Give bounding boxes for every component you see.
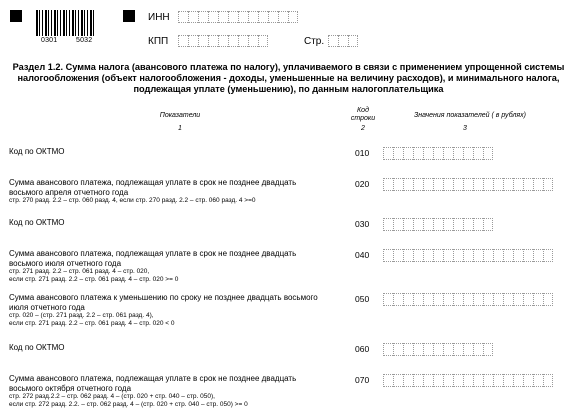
- input-cell[interactable]: [433, 374, 443, 387]
- input-cell[interactable]: [483, 147, 493, 160]
- col-header-line-code: Код строки: [350, 107, 376, 122]
- input-cell[interactable]: [523, 178, 533, 191]
- input-cell[interactable]: [543, 374, 553, 387]
- corner-marker-left: [10, 10, 22, 22]
- col-header-num-1: 1: [178, 125, 182, 132]
- input-cell[interactable]: [383, 249, 393, 262]
- input-cell[interactable]: [483, 249, 493, 262]
- inn-label: ИНН: [148, 12, 170, 23]
- page-number-field[interactable]: [328, 35, 358, 47]
- input-cell[interactable]: [413, 293, 423, 306]
- input-cell[interactable]: [533, 374, 543, 387]
- input-cell[interactable]: [443, 147, 453, 160]
- input-cell[interactable]: [543, 178, 553, 191]
- input-cell[interactable]: [393, 343, 403, 356]
- input-cell[interactable]: [413, 178, 423, 191]
- input-cell[interactable]: [328, 35, 338, 47]
- oktmo-field[interactable]: [383, 343, 493, 355]
- input-cell[interactable]: [473, 374, 483, 387]
- row-label-text: Код по ОКТМО: [9, 147, 65, 156]
- input-cell[interactable]: [423, 249, 433, 262]
- input-cell[interactable]: [443, 343, 453, 356]
- line-code: 060: [355, 344, 370, 354]
- input-cell[interactable]: [423, 374, 433, 387]
- input-cell[interactable]: [208, 35, 218, 47]
- row-label-text: Сумма авансового платежа, подлежащая уплате в срок не позднее двадцать восьмого апреля отчетного года: [9, 178, 297, 197]
- page-label: Стр.: [304, 36, 325, 47]
- input-cell[interactable]: [503, 178, 513, 191]
- input-cell[interactable]: [463, 249, 473, 262]
- input-cell[interactable]: [453, 147, 463, 160]
- row-label: [9, 178, 329, 205]
- barcode-number-left: 0301: [41, 37, 58, 44]
- input-cell[interactable]: [433, 249, 443, 262]
- input-cell[interactable]: [453, 178, 463, 191]
- barcode: [36, 10, 94, 36]
- amount-field[interactable]: [383, 178, 553, 190]
- input-cell[interactable]: [483, 293, 493, 306]
- input-cell[interactable]: [463, 218, 473, 231]
- row-label: [9, 374, 329, 409]
- input-cell[interactable]: [198, 11, 208, 23]
- input-cell[interactable]: [238, 11, 248, 23]
- amount-field[interactable]: [383, 249, 553, 261]
- input-cell[interactable]: [413, 249, 423, 262]
- line-code: 020: [355, 179, 370, 189]
- line-code: 030: [355, 219, 370, 229]
- input-cell[interactable]: [453, 218, 463, 231]
- input-cell[interactable]: [463, 374, 473, 387]
- input-cell[interactable]: [383, 178, 393, 191]
- row-label-text: Код по ОКТМО: [9, 218, 65, 227]
- input-cell[interactable]: [443, 293, 453, 306]
- input-cell[interactable]: [433, 178, 443, 191]
- input-cell[interactable]: [383, 343, 393, 356]
- input-cell[interactable]: [513, 249, 523, 262]
- input-cell[interactable]: [513, 293, 523, 306]
- inn-field[interactable]: [178, 11, 298, 23]
- row-formula: стр. 270 разд. 2.2 – стр. 060 разд. 4, если стр. 270 разд. 2.2 – стр. 060 разд. 4 >=0: [9, 197, 256, 204]
- input-cell[interactable]: [188, 35, 198, 47]
- input-cell[interactable]: [453, 374, 463, 387]
- input-cell[interactable]: [453, 293, 463, 306]
- input-cell[interactable]: [348, 35, 358, 47]
- input-cell[interactable]: [178, 11, 188, 23]
- input-cell[interactable]: [268, 11, 278, 23]
- section-title: Раздел 1.2. Сумма налога (авансового платежа по налогу), уплачиваемого в связи с применением упрощенной системы налогообложения (объект налогообложения - доходы, уменьшенные на величину расходов), и минимального налога, подлежащая уплате (уменьшению), по данным налогоплательщика: [12, 62, 565, 94]
- input-cell[interactable]: [383, 293, 393, 306]
- input-cell[interactable]: [483, 218, 493, 231]
- input-cell[interactable]: [393, 147, 403, 160]
- input-cell[interactable]: [493, 249, 503, 262]
- input-cell[interactable]: [248, 35, 258, 47]
- input-cell[interactable]: [403, 249, 413, 262]
- input-cell[interactable]: [423, 178, 433, 191]
- input-cell[interactable]: [383, 147, 393, 160]
- input-cell[interactable]: [413, 374, 423, 387]
- line-code: 070: [355, 375, 370, 385]
- input-cell[interactable]: [503, 293, 513, 306]
- input-cell[interactable]: [523, 293, 533, 306]
- row-formula: стр. 271 разд. 2.2 – стр. 061 разд. 4 – стр. 020, если стр. 271 разд. 2.2 – стр. 061 разд. 4 – стр. 020 >= 0: [9, 268, 179, 283]
- input-cell[interactable]: [433, 147, 443, 160]
- input-cell[interactable]: [543, 293, 553, 306]
- input-cell[interactable]: [523, 249, 533, 262]
- line-code: 050: [355, 294, 370, 304]
- input-cell[interactable]: [413, 218, 423, 231]
- input-cell[interactable]: [483, 178, 493, 191]
- row-label-text: Код по ОКТМО: [9, 343, 65, 352]
- input-cell[interactable]: [228, 35, 238, 47]
- row-label-text: Сумма авансового платежа к уменьшению по сроку не позднее двадцать восьмого июля отчетного года: [9, 293, 318, 312]
- line-code: 040: [355, 250, 370, 260]
- row-label: [9, 249, 329, 284]
- input-cell[interactable]: [443, 178, 453, 191]
- input-cell[interactable]: [483, 374, 493, 387]
- input-cell[interactable]: [473, 249, 483, 262]
- input-cell[interactable]: [258, 35, 268, 47]
- input-cell[interactable]: [473, 218, 483, 231]
- input-cell[interactable]: [503, 249, 513, 262]
- input-cell[interactable]: [393, 178, 403, 191]
- row-formula: стр. 020 – (стр. 271 разд. 2.2 – стр. 061 разд. 4), если стр. 271 разд. 2.2 – стр. 061 разд. 4 – стр. 020 < 0: [9, 312, 175, 327]
- input-cell[interactable]: [463, 293, 473, 306]
- input-cell[interactable]: [383, 218, 393, 231]
- col-header-num-3: 3: [463, 125, 467, 132]
- input-cell[interactable]: [258, 11, 268, 23]
- input-cell[interactable]: [463, 147, 473, 160]
- col-header-num-2: 2: [361, 125, 365, 132]
- input-cell[interactable]: [503, 374, 513, 387]
- input-cell[interactable]: [218, 11, 228, 23]
- input-cell[interactable]: [533, 293, 543, 306]
- col-header-values: Значения показателей ( в рублях): [413, 112, 527, 119]
- input-cell[interactable]: [403, 178, 413, 191]
- input-cell[interactable]: [188, 11, 198, 23]
- input-cell[interactable]: [493, 178, 503, 191]
- input-cell[interactable]: [393, 374, 403, 387]
- kpp-field[interactable]: [178, 35, 268, 47]
- input-cell[interactable]: [473, 147, 483, 160]
- input-cell[interactable]: [423, 343, 433, 356]
- input-cell[interactable]: [403, 374, 413, 387]
- input-cell[interactable]: [238, 35, 248, 47]
- input-cell[interactable]: [463, 178, 473, 191]
- input-cell[interactable]: [208, 11, 218, 23]
- input-cell[interactable]: [423, 218, 433, 231]
- input-cell[interactable]: [433, 293, 443, 306]
- input-cell[interactable]: [473, 343, 483, 356]
- input-cell[interactable]: [493, 293, 503, 306]
- input-cell[interactable]: [393, 249, 403, 262]
- input-cell[interactable]: [393, 293, 403, 306]
- input-cell[interactable]: [433, 343, 443, 356]
- input-cell[interactable]: [523, 374, 533, 387]
- row-label: [9, 343, 329, 353]
- amount-field[interactable]: [383, 293, 553, 305]
- row-label-text: Сумма авансового платежа, подлежащая уплате в срок не позднее двадцать восьмого июля отчетного года: [9, 249, 297, 268]
- input-cell[interactable]: [493, 374, 503, 387]
- oktmo-field[interactable]: [383, 218, 493, 230]
- input-cell[interactable]: [543, 249, 553, 262]
- input-cell[interactable]: [403, 218, 413, 231]
- row-label: [9, 293, 329, 328]
- input-cell[interactable]: [178, 35, 188, 47]
- barcode-number-right: 5032: [76, 37, 93, 44]
- input-cell[interactable]: [413, 147, 423, 160]
- input-cell[interactable]: [533, 178, 543, 191]
- input-cell[interactable]: [483, 343, 493, 356]
- row-formula: стр. 272 разд.2.2 – стр. 062 разд. 4 – (стр. 020 + стр. 040 – стр. 050), если стр. 272 разд. 2.2. – стр. 062 разд. 4 – (стр. 020 + стр. 040 – стр. 050) >= 0: [9, 393, 248, 408]
- input-cell[interactable]: [218, 35, 228, 47]
- input-cell[interactable]: [403, 293, 413, 306]
- input-cell[interactable]: [423, 293, 433, 306]
- corner-marker-right: [123, 10, 135, 22]
- input-cell[interactable]: [383, 374, 393, 387]
- input-cell[interactable]: [473, 293, 483, 306]
- input-cell[interactable]: [433, 218, 443, 231]
- col-header-indicators: Показатели: [159, 112, 201, 119]
- input-cell[interactable]: [278, 11, 288, 23]
- amount-field[interactable]: [383, 374, 553, 386]
- input-cell[interactable]: [443, 249, 453, 262]
- input-cell[interactable]: [228, 11, 238, 23]
- input-cell[interactable]: [413, 343, 423, 356]
- input-cell[interactable]: [403, 343, 413, 356]
- input-cell[interactable]: [423, 147, 433, 160]
- input-cell[interactable]: [473, 178, 483, 191]
- line-code: 010: [355, 148, 370, 158]
- input-cell[interactable]: [463, 343, 473, 356]
- oktmo-field[interactable]: [383, 147, 493, 159]
- input-cell[interactable]: [403, 147, 413, 160]
- input-cell[interactable]: [393, 218, 403, 231]
- input-cell[interactable]: [453, 249, 463, 262]
- input-cell[interactable]: [533, 249, 543, 262]
- row-label: [9, 147, 329, 157]
- kpp-label: КПП: [148, 36, 169, 47]
- input-cell[interactable]: [453, 343, 463, 356]
- input-cell[interactable]: [198, 35, 208, 47]
- input-cell[interactable]: [248, 11, 258, 23]
- input-cell[interactable]: [443, 218, 453, 231]
- input-cell[interactable]: [288, 11, 298, 23]
- input-cell[interactable]: [513, 374, 523, 387]
- input-cell[interactable]: [513, 178, 523, 191]
- row-label-text: Сумма авансового платежа, подлежащая уплате в срок не позднее двадцать восьмого октября отчетного года: [9, 374, 297, 393]
- row-label: [9, 218, 329, 228]
- input-cell[interactable]: [443, 374, 453, 387]
- input-cell[interactable]: [338, 35, 348, 47]
